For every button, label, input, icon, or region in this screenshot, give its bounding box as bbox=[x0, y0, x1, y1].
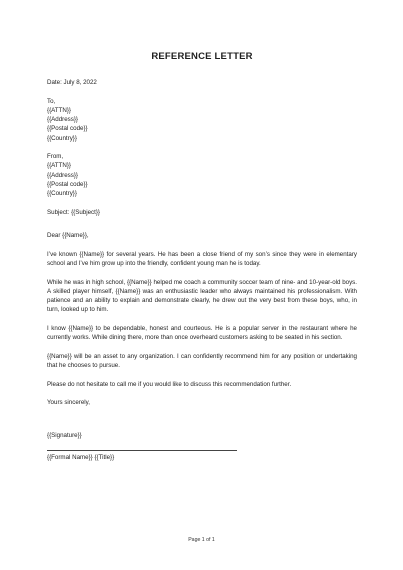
sender-postal-code: {{Postal code}} bbox=[47, 180, 88, 188]
body-paragraph: While he was in high school, {{Name}} helped me coach a community soccer team of nine- and 10-year-old boys. A skilled player himself, {{Name}} was an enthusiastic leader who always maintained his professionalism. With patience and an ability to explain and demonstrate clearly, he drew out the very best from these boys, who, in turn, looked up to him. bbox=[47, 278, 357, 314]
recipient-heading: To, bbox=[47, 97, 56, 105]
page-number: Page 1 of 1 bbox=[188, 537, 215, 543]
signer-name-title: {{Formal Name}} {{Title}} bbox=[47, 453, 115, 461]
sender-address: {{Address}} bbox=[47, 171, 78, 179]
body-paragraph: I’ve known {{Name}} for several years. He has been a close friend of my son’s since they were in elementary school and I’ve him grow up into the friendly, confident young man he is today. bbox=[47, 250, 357, 267]
recipient-attn: {{ATTN}} bbox=[47, 106, 71, 114]
letter-subject: Subject: {{Subject}} bbox=[47, 208, 100, 216]
signature-line bbox=[47, 450, 237, 451]
signature-placeholder: {{Signature}} bbox=[47, 431, 82, 439]
sender-heading: From, bbox=[47, 153, 64, 161]
sender-attn: {{ATTN}} bbox=[47, 162, 71, 170]
recipient-block bbox=[47, 97, 357, 143]
recipient-country: {{Country}} bbox=[47, 134, 77, 142]
body-paragraph: Please do not hesitate to call me if you would like to discuss this recommendation further. bbox=[47, 380, 292, 388]
letter-title: REFERENCE LETTER bbox=[151, 51, 253, 62]
recipient-postal-code: {{Postal code}} bbox=[47, 125, 88, 133]
sender-block bbox=[47, 152, 357, 198]
body-paragraph: I know {{Name}} to be dependable, honest and courteous. He is a popular server in the restaurant where he currently works. While dining there, more than once overheard customers asking to be seated in his section. bbox=[47, 324, 357, 342]
sender-country: {{Country}} bbox=[47, 190, 77, 198]
body-paragraph: {{Name}} will be an asset to any organization. I can confidently recommend him for any position or undertaking that he chooses to pursue. bbox=[47, 352, 357, 369]
letter-salutation: Dear {{Name}}, bbox=[47, 231, 89, 239]
recipient-address: {{Address}} bbox=[47, 116, 78, 124]
letter-closing: Yours sincerely, bbox=[47, 399, 90, 407]
letter-date: Date: July 8, 2022 bbox=[47, 79, 97, 86]
